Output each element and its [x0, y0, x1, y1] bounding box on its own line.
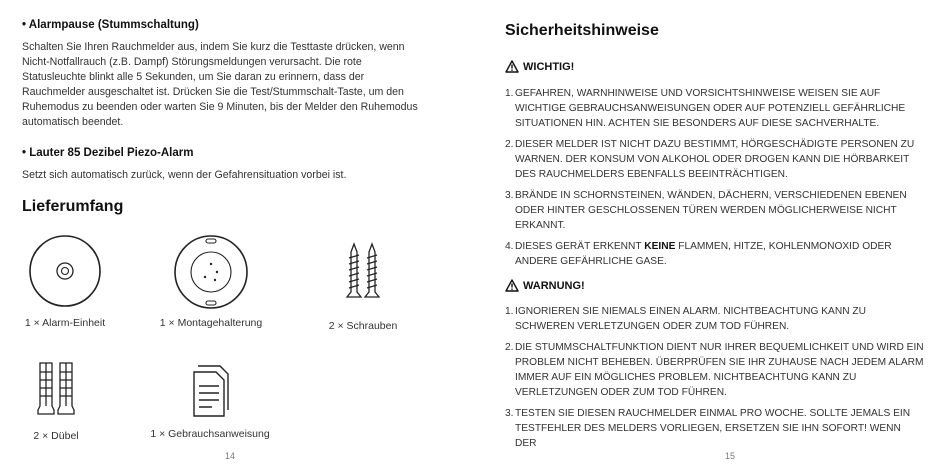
mounting-bracket-icon — [171, 233, 251, 311]
contents-item-manual — [140, 362, 280, 440]
manual-icon — [190, 362, 230, 418]
screws-icon — [343, 240, 383, 306]
page-number-right: 15 — [725, 451, 736, 461]
caption-manual: 1 × Gebrauchsanweisung — [150, 428, 270, 440]
list-item: 3. BRÄNDE IN SCHORNSTEINEN, WÄNDEN, DÄCHERN, VERSCHIEDENEN EBENEN ODER HINTER GESCHLOSSENEN TÜREN WERDEN MÖGLICHERWEISE NICHT ERKANNT. — [505, 190, 907, 231]
alarm-pause-text: Schalten Sie Ihren Rauchmelder aus, indem Sie kurz die Testtaste drücken, wenn Nicht-Notfallrauch (z.B. Dampf) Störungsmeldungen verursacht. Die rote Statusleuchte blinkt alle 5 Sekunden, um Sie daran zu erinnern, dass der Rauchmelder ausgeschaltet ist. Drücken Sie die Test/Stummschalt-Taste, um den Ruhemodus zu beenden oder warten Sie 9 Minuten, bis der Melder den Ruhemodus automatisch beendet. — [22, 41, 418, 128]
list-item: 1. GEFAHREN, WARNHINWEISE UND VORSICHTSHINWEISE WEISEN SIE AUF WICHTIGE GEBRAUCHSANWEISUNGEN ODER AUF POTENZIELL GEFÄHRLICHE SITUATIONEN HIN. ACHTEN SIE BESONDERS AUF DIESE SACHVERHALTE. — [505, 88, 906, 129]
caption-mounting-bracket: 1 × Montagehalterung — [159, 317, 263, 329]
contents-title: Lieferumfang — [22, 198, 124, 215]
right-page — [475, 0, 950, 467]
safety-title: Sicherheitshinweise — [505, 22, 659, 39]
important-label: WICHTIG! — [523, 60, 575, 73]
alarm-unit-icon — [27, 233, 103, 309]
page-number-left: 14 — [225, 451, 236, 461]
caption-wall-plugs: 2 × Dübel — [33, 430, 79, 442]
caption-screws: 2 × Schrauben — [328, 320, 398, 332]
contents-item-wall-plugs — [16, 360, 96, 442]
list-item: 2. DIE STUMMSCHALTFUNKTION DIENT NUR IHRER BEQUEMLICHKEIT UND WIRD EIN PROBLEM NICHT BEHEBEN. ÜBERPRÜFEN SIE IHR ZUHAUSE NACH JEDEM ALARM IMMER AUF EIN MÖGLICHES PROBLEM. NICHTBEACHTUNG KANN ZU VERLETZUNGEN ODER ZUM TOD FÜHREN. — [505, 342, 924, 398]
list-item: 4. DIESES GERÄT ERKENNT KEINE FLAMMEN, HITZE, KOHLENMONOXID ODER ANDERE GEFÄHRLICHE GASE. — [505, 241, 892, 267]
alarm-pause-heading: • Alarmpause (Stummschaltung) — [22, 19, 199, 31]
list-item: 3. TESTEN SIE DIESEN RAUCHMELDER EINMAL PRO WOCHE. SOLLTE JEMALS EIN TESTFEHLER DES MELDERS VORLIEGEN, ERSETZEN SIE IHN SOFORT! WENN DER — [505, 408, 911, 449]
contents-item-screws — [318, 240, 408, 332]
caption-alarm-unit: 1 × Alarm-Einheit — [24, 317, 106, 329]
contents-item-alarm-unit — [18, 233, 112, 329]
piezo-text: Setzt sich automatisch zurück, wenn der Gefahrensituation vorbei ist. — [22, 169, 347, 181]
important-list — [505, 86, 925, 275]
warning-triangle-icon — [505, 60, 519, 73]
list-item: 1. IGNORIEREN SIE NIEMALS EINEN ALARM. NICHTBEACHTUNG KANN ZU SCHWEREN VERLETZUNGEN ODER ZUM TOD FÜHREN. — [505, 306, 866, 332]
piezo-heading: • Lauter 85 Dezibel Piezo-Alarm — [22, 147, 194, 159]
warning-heading — [505, 279, 585, 292]
wall-plugs-icon — [34, 360, 78, 418]
warning-list — [505, 304, 925, 457]
warning-triangle-icon — [505, 279, 519, 292]
list-item: 2. DIESER MELDER IST NICHT DAZU BESTIMMT, HÖRGESCHÄDIGTE PERSONEN ZU WARNEN. DER KONSUM VON ALKOHOL ODER DROGEN KANN DIE HÖRBARKEIT DES RAUCHMELDERS EBENFALLS BEEINTRÄCHTIGEN. — [505, 139, 915, 180]
important-heading — [505, 60, 574, 73]
warning-label: WARNUNG! — [523, 279, 585, 292]
contents-item-mounting-bracket — [146, 233, 276, 329]
